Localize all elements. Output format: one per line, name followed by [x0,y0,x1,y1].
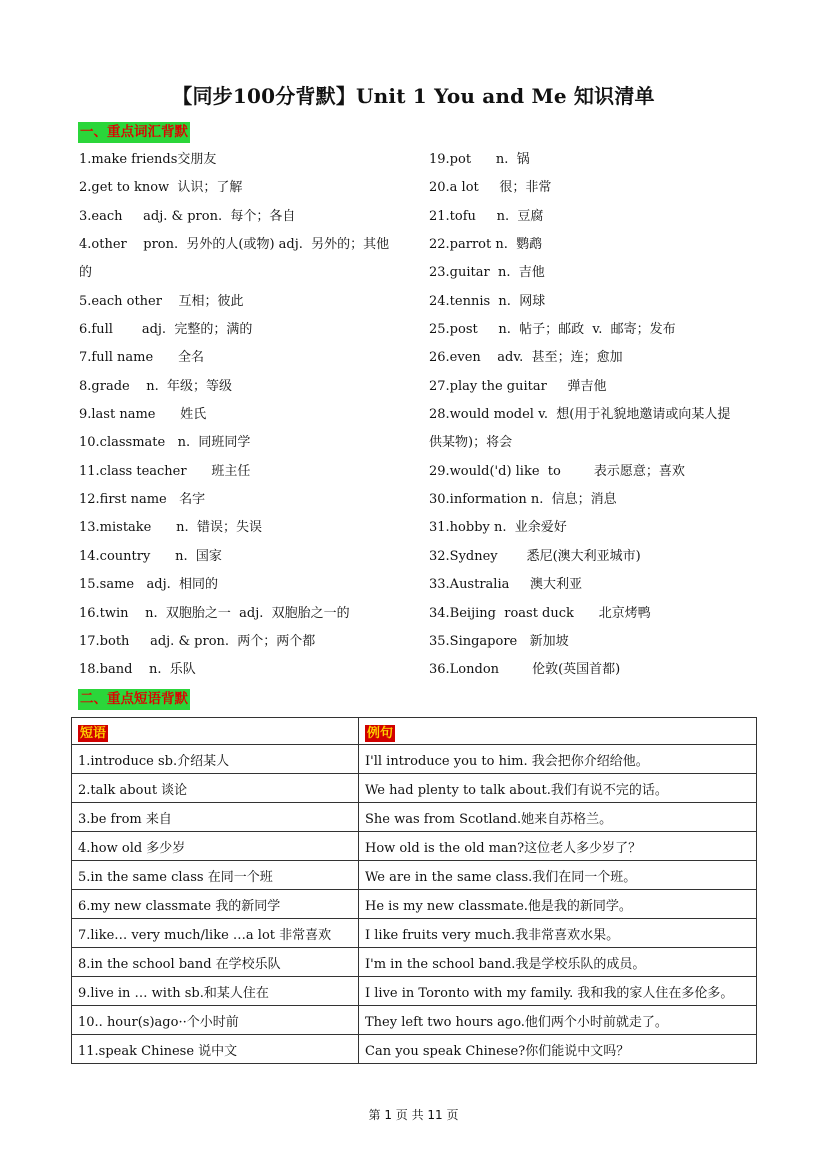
vocab-item: 9.last name 姓氏 [79,407,207,423]
example-cell: She was from Scotland.她来自苏格兰。 [359,803,757,832]
vocab-item: 7.full name 全名 [79,350,204,366]
header-example-label: 例句 [367,725,394,741]
vocab-item: 28.would model v. 想(用于礼貌地邀请或向某人提 [429,407,731,423]
phrase-cell: 1.introduce sb.介绍某人 [72,745,359,774]
vocab-item: 5.each other 互相；彼此 [79,293,244,309]
vocab-item: 15.same adj. 相同的 [79,577,219,593]
vocab-item: 6.full adj. 完整的；满的 [79,322,253,338]
vocab-item: 2.get to know 认识；了解 [79,180,243,196]
phrase-cell: 10.. hour(s)ago··个小时前 [72,1006,359,1035]
table-row [72,919,757,948]
phrase-table-body [72,745,757,1064]
example-cell: How old is the old man?这位老人多少岁了？ [359,832,757,861]
section-heading-vocabulary: 一、重点词汇背默 [78,122,190,143]
phrase-cell: 9.live in … with sb.和某人住在 [72,977,359,1006]
vocab-item: 17.both adj. & pron. 两个；两个都 [79,633,316,649]
vocab-item: 24.tennis n. 网球 [429,293,546,309]
table-row [72,1006,757,1035]
vocab-item: 12.first name 名字 [79,492,206,508]
table-row [72,861,757,890]
example-cell: I like fruits very much.我非常喜欢水果。 [359,919,757,948]
header-cell-example [359,718,757,745]
vocab-item: 8.grade n. 年级；等级 [79,378,233,394]
vocab-item: 23.guitar n. 吉他 [429,265,545,281]
vocab-list-right [429,146,759,685]
example-cell: We are in the same class.我们在同一个班。 [359,861,757,890]
table-row [72,890,757,919]
phrase-cell: 11.speak Chinese 说中文 [72,1035,359,1064]
header-phrase-label: 短语 [80,725,107,741]
page-title: 【同步100分背默】Unit 1 You and Me 知识清单 [172,84,655,108]
vocab-item: 16.twin n. 双胞胎之一 adj. 双胞胎之一的 [79,605,350,621]
vocab-item: 13.mistake n. 错误；失误 [79,520,262,536]
vocab-item: 22.parrot n. 鹦鹉 [429,237,543,253]
vocab-item: 19.pot n. 锅 [429,152,530,167]
vocab-item: 27.play the guitar 弹吉他 [429,378,607,394]
table-row [72,948,757,977]
example-cell: I'll introduce you to him. 我会把你介绍给他。 [359,745,757,774]
table-row [72,832,757,861]
vocab-item: 26.even adv. 甚至；连；愈加 [429,350,623,366]
phrase-cell: 5.in the same class 在同一个班 [72,861,359,890]
example-cell: They left two hours ago.他们两个小时前就走了。 [359,1006,757,1035]
table-row [72,977,757,1006]
vocab-item: 36.London 伦敦(英国首都) [429,662,621,678]
phrase-cell: 4.how old 多少岁 [72,832,359,861]
vocab-item: 的 [79,265,93,281]
phrase-cell: 8.in the school band 在学校乐队 [72,948,359,977]
vocab-item: 31.hobby n. 业余爱好 [429,520,567,536]
vocab-item: 21.tofu n. 豆腐 [429,208,544,224]
section-heading-phrases: 二、重点短语背默 [78,689,190,710]
table-row [72,1035,757,1064]
vocab-item: 1.make friends交朋友 [79,152,217,167]
vocab-item: 25.post n. 帖子；邮政 v. 邮寄；发布 [429,322,676,338]
phrase-cell: 2.talk about 谈论 [72,774,359,803]
vocab-item: 34.Beijing roast duck 北京烤鸭 [429,605,651,621]
vocab-item: 20.a lot 很；非常 [429,180,552,196]
example-cell: I'm in the school band.我是学校乐队的成员。 [359,948,757,977]
vocab-item: 35.Singapore 新加坡 [429,633,569,649]
phrase-cell: 6.my new classmate 我的新同学 [72,890,359,919]
vocab-item: 29.would('d) like to 表示愿意；喜欢 [429,463,685,479]
table-row [72,774,757,803]
table-row [72,745,757,774]
vocab-item: 10.classmate n. 同班同学 [79,435,251,451]
vocab-item: 11.class teacher 班主任 [79,463,251,479]
vocab-item: 32.Sydney 悉尼(澳大利亚城市) [429,548,641,564]
vocab-item: 供某物)；将会 [429,435,513,451]
vocab-item: 3.each adj. & pron. 每个；各自 [79,208,296,224]
page-footer: 第 1 页 共 11 页 [368,1108,459,1122]
phrase-cell: 3.be from 来自 [72,803,359,832]
vocab-item: 18.band n. 乐队 [79,662,196,678]
table-row [72,803,757,832]
example-cell: I live in Toronto with my family. 我和我的家人住在多伦多。 [359,977,757,1006]
vocab-item: 33.Australia 澳大利亚 [429,577,583,593]
example-cell: Can you speak Chinese?你们能说中文吗？ [359,1035,757,1064]
phrase-cell: 7.like… very much/like …a lot 非常喜欢 [72,919,359,948]
header-cell-phrase [72,718,359,745]
example-cell: He is my new classmate.他是我的新同学。 [359,890,757,919]
vocab-list-left [79,146,409,685]
vocab-item: 4.other pron. 另外的人(或物) adj. 另外的；其他 [79,237,390,253]
phrase-table [71,717,757,1064]
vocab-item: 14.country n. 国家 [79,548,222,564]
phrase-table-header [72,718,757,745]
example-cell: We had plenty to talk about.我们有说不完的话。 [359,774,757,803]
vocab-item: 30.information n. 信息；消息 [429,492,617,508]
